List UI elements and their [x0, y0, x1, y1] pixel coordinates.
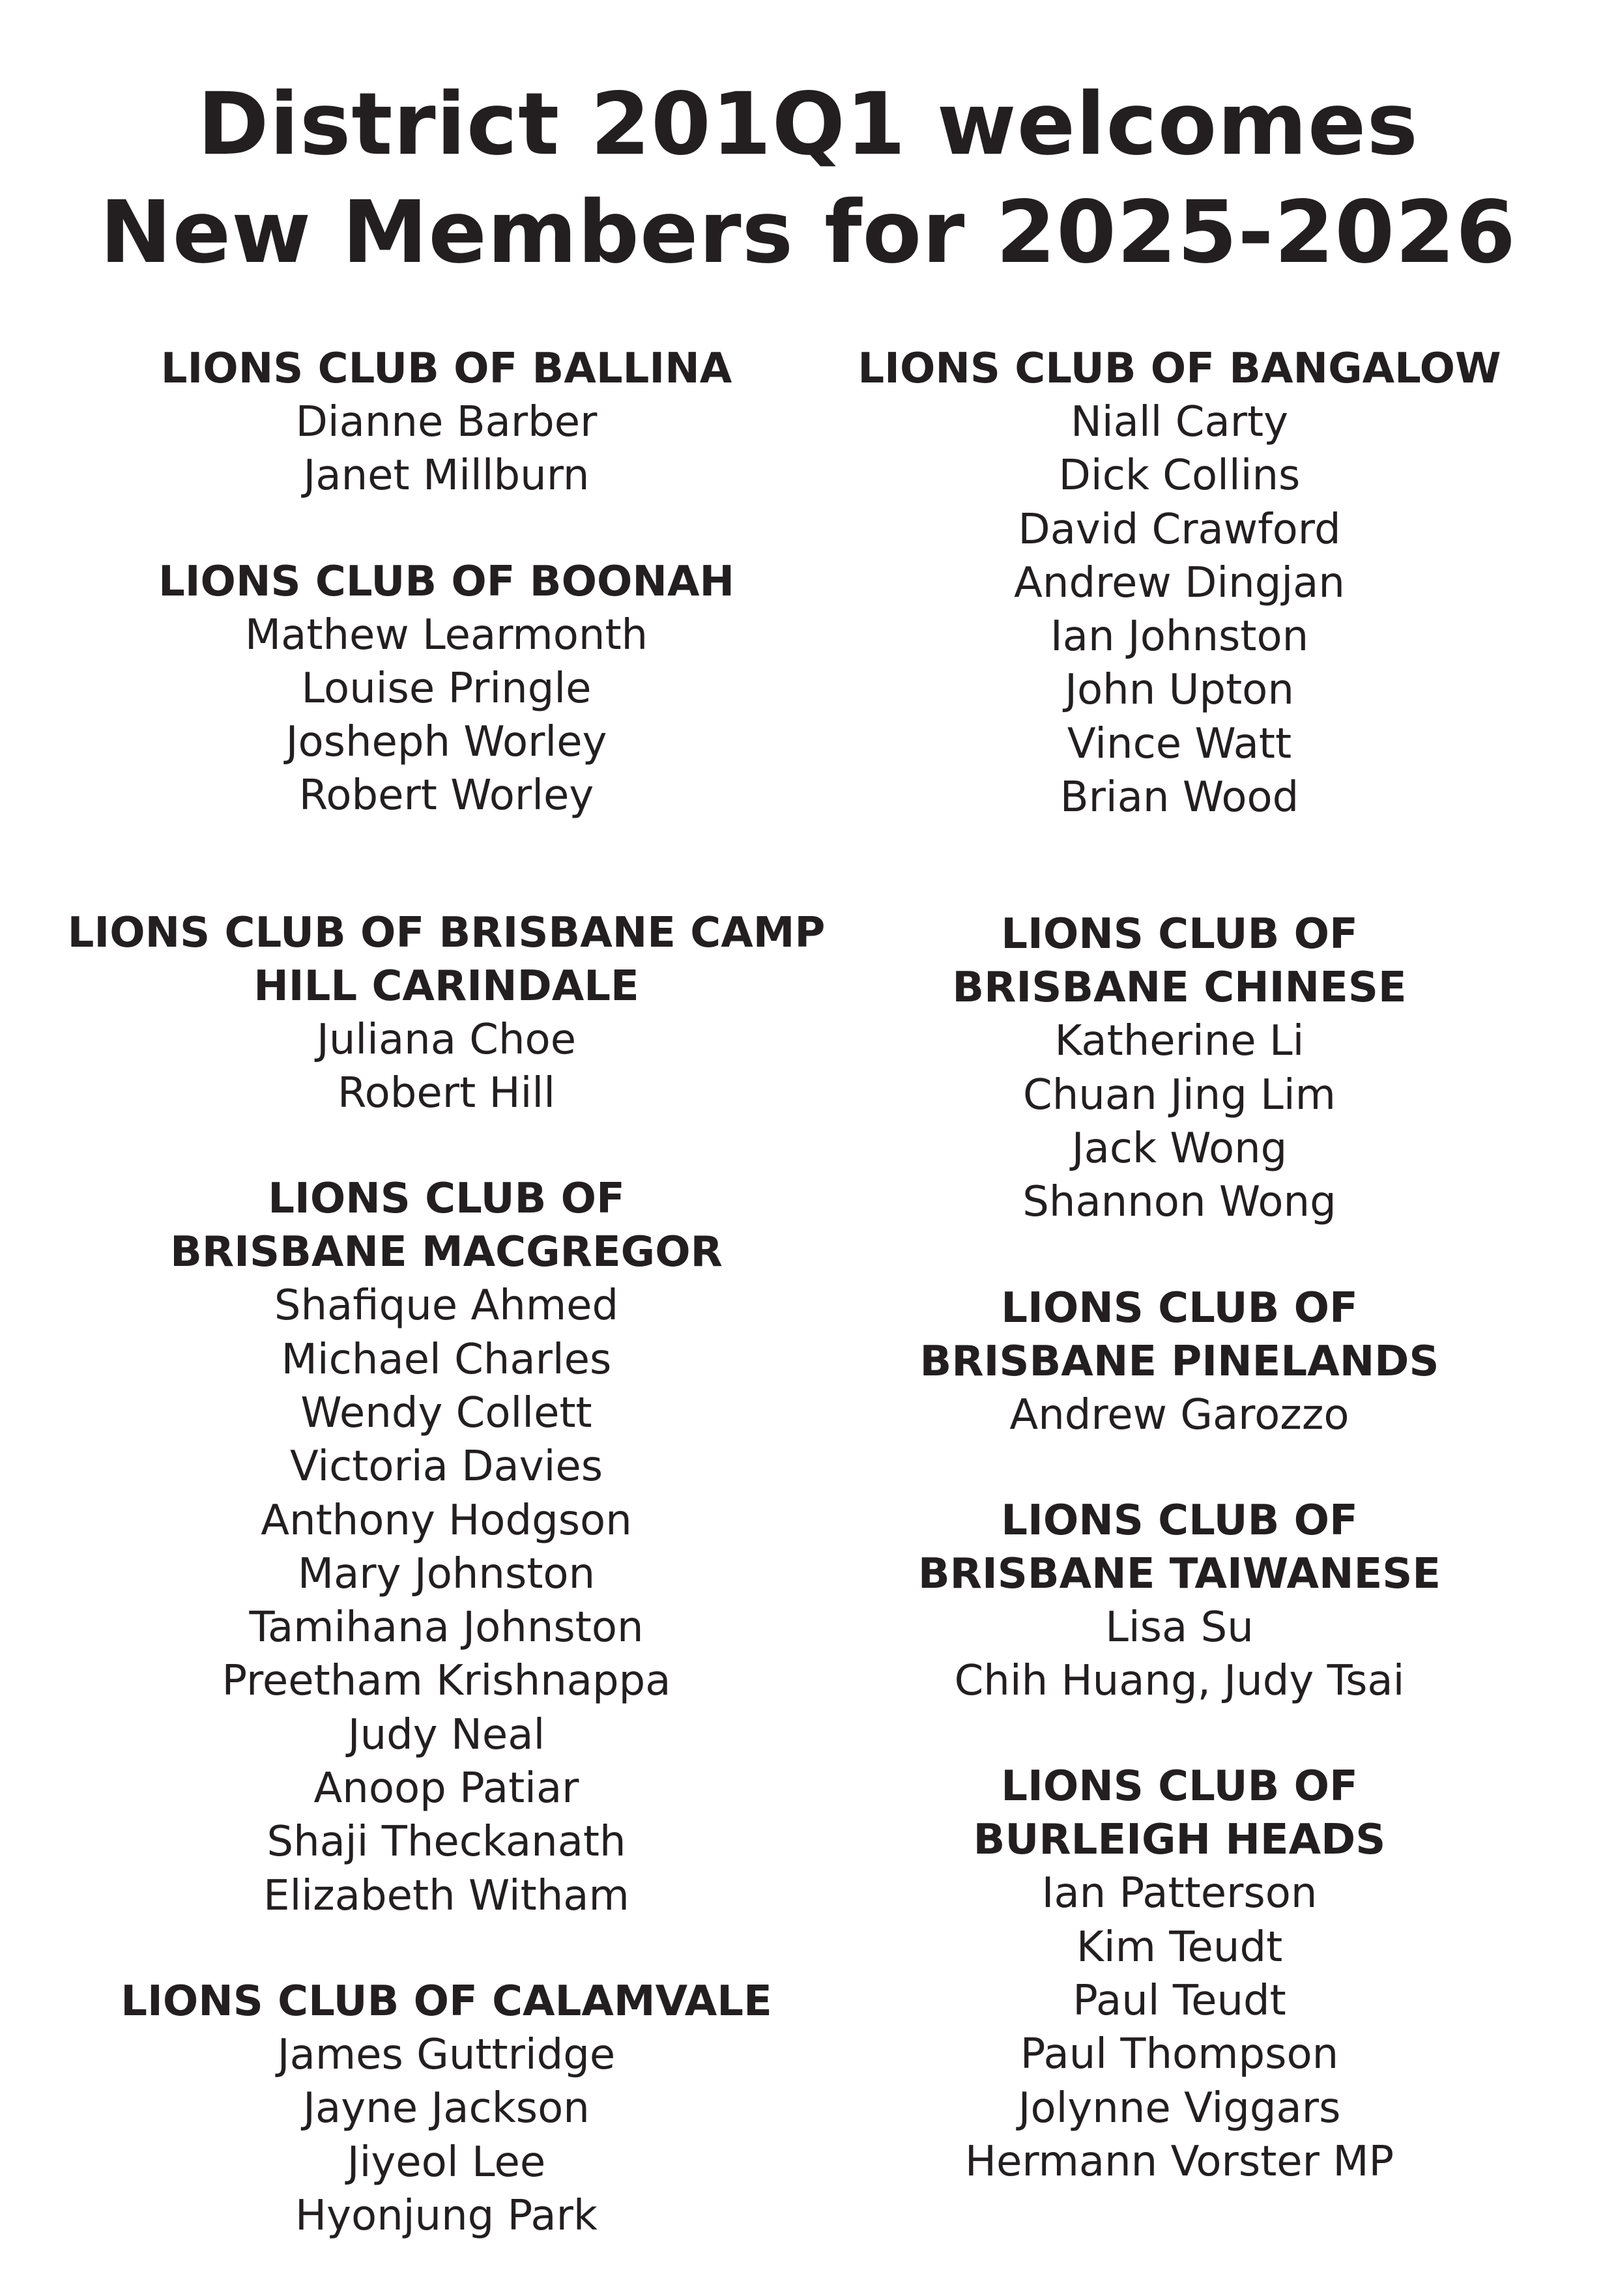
- page-title: [0, 70, 1616, 287]
- member-name: Jack Wong: [1071, 1124, 1288, 1173]
- member-name: Jayne Jackson: [303, 2084, 590, 2133]
- member-name: Chih Huang, Judy Tsai: [954, 1657, 1405, 1706]
- member-name: Josheph Worley: [285, 718, 607, 767]
- left-column: [65, 342, 828, 2296]
- member-name: Paul Teudt: [1073, 1977, 1286, 2026]
- club-name-line: LIONS CLUB OF CALAMVALE: [121, 1977, 772, 2026]
- club-name-line: LIONS CLUB OF: [1001, 1762, 1358, 1811]
- club-name-line: BURLEIGH HEADS: [973, 1816, 1386, 1865]
- club-name-line: LIONS CLUB OF BRISBANE CAMP: [67, 908, 826, 957]
- club-section: [801, 1494, 1557, 1708]
- club-section: [801, 342, 1557, 824]
- member-name: Janet Millburn: [303, 452, 590, 500]
- member-name: Shannon Wong: [1022, 1178, 1336, 1227]
- right-column: [801, 342, 1557, 2242]
- club-name-line: HILL CARINDALE: [253, 962, 639, 1011]
- member-name: Paul Thompson: [1020, 2030, 1339, 2079]
- member-name: Michael Charles: [281, 1335, 612, 1384]
- member-name: Ian Johnston: [1050, 612, 1309, 661]
- member-name: Robert Worley: [298, 771, 594, 820]
- club-section: [65, 1975, 828, 2243]
- member-name: Kim Teudt: [1076, 1923, 1283, 1972]
- member-name: Robert Hill: [338, 1069, 555, 1118]
- member-name: Louise Pringle: [301, 664, 592, 713]
- club-name: [65, 555, 828, 609]
- member-name: Judy Neal: [347, 1710, 545, 1759]
- club-section: [65, 906, 828, 1121]
- member-name: Hyonjung Park: [295, 2191, 598, 2240]
- club-name-line: BRISBANE TAIWANESE: [917, 1549, 1441, 1598]
- title-line-2: New Members for 2025-2026: [100, 182, 1516, 283]
- member-name: Anoop Patiar: [313, 1764, 579, 1813]
- member-name: Victoria Davies: [289, 1442, 603, 1491]
- club-section: [801, 908, 1557, 1229]
- title-line-1: District 201Q1 welcomes: [197, 74, 1419, 175]
- member-name: Andrew Dingjan: [1014, 558, 1345, 607]
- member-name: James Guttridge: [277, 2030, 616, 2079]
- club-section: [65, 555, 828, 823]
- member-name: Elizabeth Witham: [263, 1871, 629, 1920]
- member-name: Chuan Jing Lim: [1023, 1070, 1336, 1119]
- member-name: Lisa Su: [1105, 1603, 1254, 1652]
- club-name: [801, 1282, 1557, 1388]
- member-name: Dianne Barber: [295, 398, 598, 446]
- club-name-line: LIONS CLUB OF BANGALOW: [858, 345, 1501, 393]
- club-section: [801, 1760, 1557, 2188]
- member-name: Juliana Choe: [316, 1015, 577, 1064]
- member-name: Andrew Garozzo: [1009, 1390, 1349, 1439]
- member-name: Wendy Collett: [300, 1388, 592, 1437]
- member-name: Niall Carty: [1071, 398, 1288, 446]
- club-section: [801, 1282, 1557, 1442]
- member-name: Mary Johnston: [297, 1549, 596, 1598]
- member-name: John Upton: [1065, 666, 1294, 715]
- member-name: Anthony Hodgson: [261, 1496, 632, 1545]
- club-name-line: LIONS CLUB OF: [1001, 1284, 1358, 1332]
- club-name-line: LIONS CLUB OF: [1001, 910, 1358, 959]
- member-name: Mathew Learmonth: [244, 610, 648, 659]
- member-name: Hermann Vorster MP: [964, 2137, 1394, 2186]
- member-name: Brian Wood: [1060, 773, 1299, 822]
- member-name: Jiyeol Lee: [347, 2138, 546, 2187]
- club-name: [801, 1494, 1557, 1601]
- member-name: Katherine Li: [1054, 1017, 1305, 1066]
- club-name: [65, 342, 828, 395]
- member-name: Jolynne Viggars: [1018, 2084, 1341, 2132]
- club-name: [65, 1975, 828, 2028]
- member-name: Shafique Ahmed: [274, 1282, 619, 1330]
- club-name: [801, 908, 1557, 1014]
- club-name: [65, 1172, 828, 1279]
- club-section: [65, 1172, 828, 1923]
- member-name: Ian Patterson: [1041, 1869, 1318, 1918]
- member-name: David Crawford: [1018, 505, 1341, 554]
- member-name: Preetham Krishnappa: [222, 1657, 671, 1706]
- club-name-line: BRISBANE PINELANDS: [919, 1337, 1439, 1386]
- member-name: Dick Collins: [1058, 452, 1301, 500]
- club-name-line: LIONS CLUB OF: [1001, 1496, 1358, 1545]
- club-name-line: BRISBANE CHINESE: [952, 964, 1407, 1012]
- club-name: [801, 1760, 1557, 1867]
- club-name-line: BRISBANE MACGREGOR: [170, 1228, 723, 1277]
- club-name: [65, 906, 828, 1013]
- club-section: [65, 342, 828, 503]
- club-name-line: LIONS CLUB OF BALLINA: [160, 345, 732, 393]
- club-name-line: LIONS CLUB OF: [268, 1175, 625, 1224]
- club-name: [801, 342, 1557, 395]
- member-name: Shaji Theckanath: [267, 1818, 626, 1867]
- club-name-line: LIONS CLUB OF BOONAH: [158, 557, 735, 606]
- member-name: Tamihana Johnston: [249, 1603, 644, 1652]
- member-name: Vince Watt: [1067, 719, 1292, 768]
